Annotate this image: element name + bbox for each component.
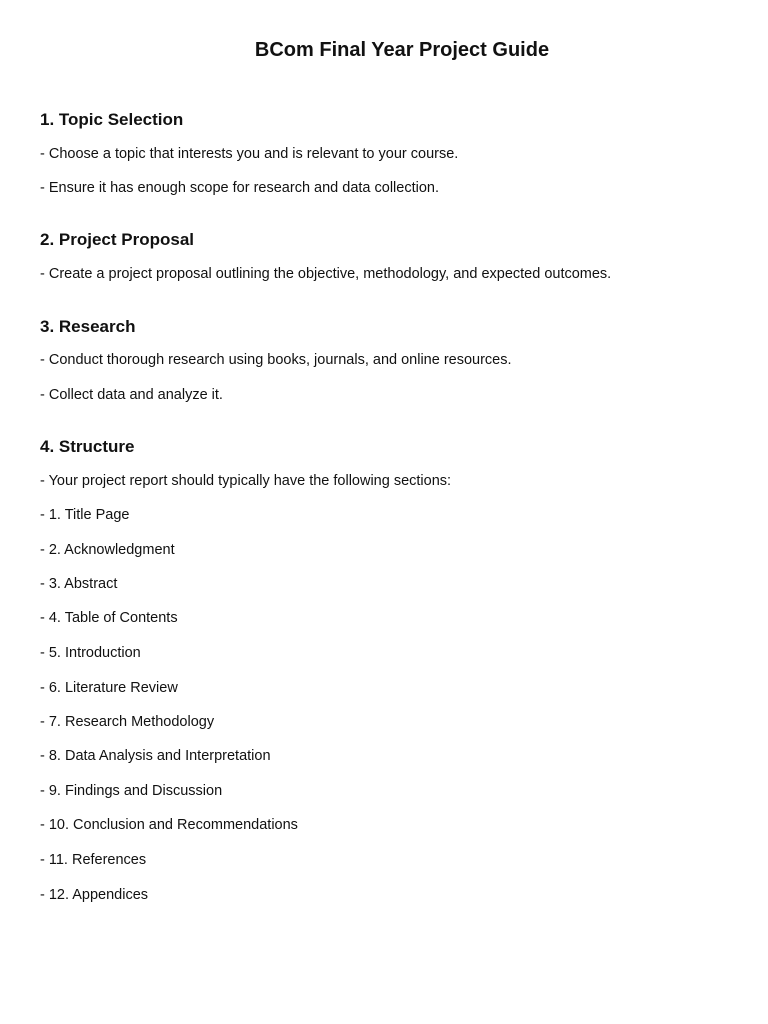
section-line: - Conduct thorough research using books, journals, and online resources. <box>40 352 512 368</box>
list-item: - 7. Research Methodology <box>40 714 215 730</box>
list-item: - 10. Conclusion and Recommendations <box>40 817 298 833</box>
section-line: - Create a project proposal outlining the objective, methodology, and expected outcomes. <box>40 266 612 282</box>
list-item: - 4. Table of Contents <box>40 610 178 626</box>
list-item: - 8. Data Analysis and Interpretation <box>40 748 271 764</box>
section-heading-research: 3. Research <box>40 317 136 336</box>
section-heading-topic-selection: 1. Topic Selection <box>40 110 184 129</box>
section-line: - Your project report should typically have the following sections: <box>40 473 452 489</box>
list-item: - 6. Literature Review <box>40 680 178 696</box>
section-line: - Collect data and analyze it. <box>40 387 223 403</box>
list-item: - 2. Acknowledgment <box>40 542 175 558</box>
list-item: - 3. Abstract <box>40 576 118 592</box>
section-heading-structure: 4. Structure <box>40 437 135 456</box>
list-item: - 12. Appendices <box>40 887 149 903</box>
section-line: - Choose a topic that interests you and is relevant to your course. <box>40 146 459 162</box>
list-item: - 5. Introduction <box>40 645 141 661</box>
list-item: - 9. Findings and Discussion <box>40 783 223 799</box>
list-item: - 11. References <box>40 852 147 868</box>
list-item: - 1. Title Page <box>40 507 130 523</box>
section-heading-project-proposal: 2. Project Proposal <box>40 230 194 249</box>
section-line: - Ensure it has enough scope for research and data collection. <box>40 180 439 196</box>
document-title: BCom Final Year Project Guide <box>254 39 550 61</box>
